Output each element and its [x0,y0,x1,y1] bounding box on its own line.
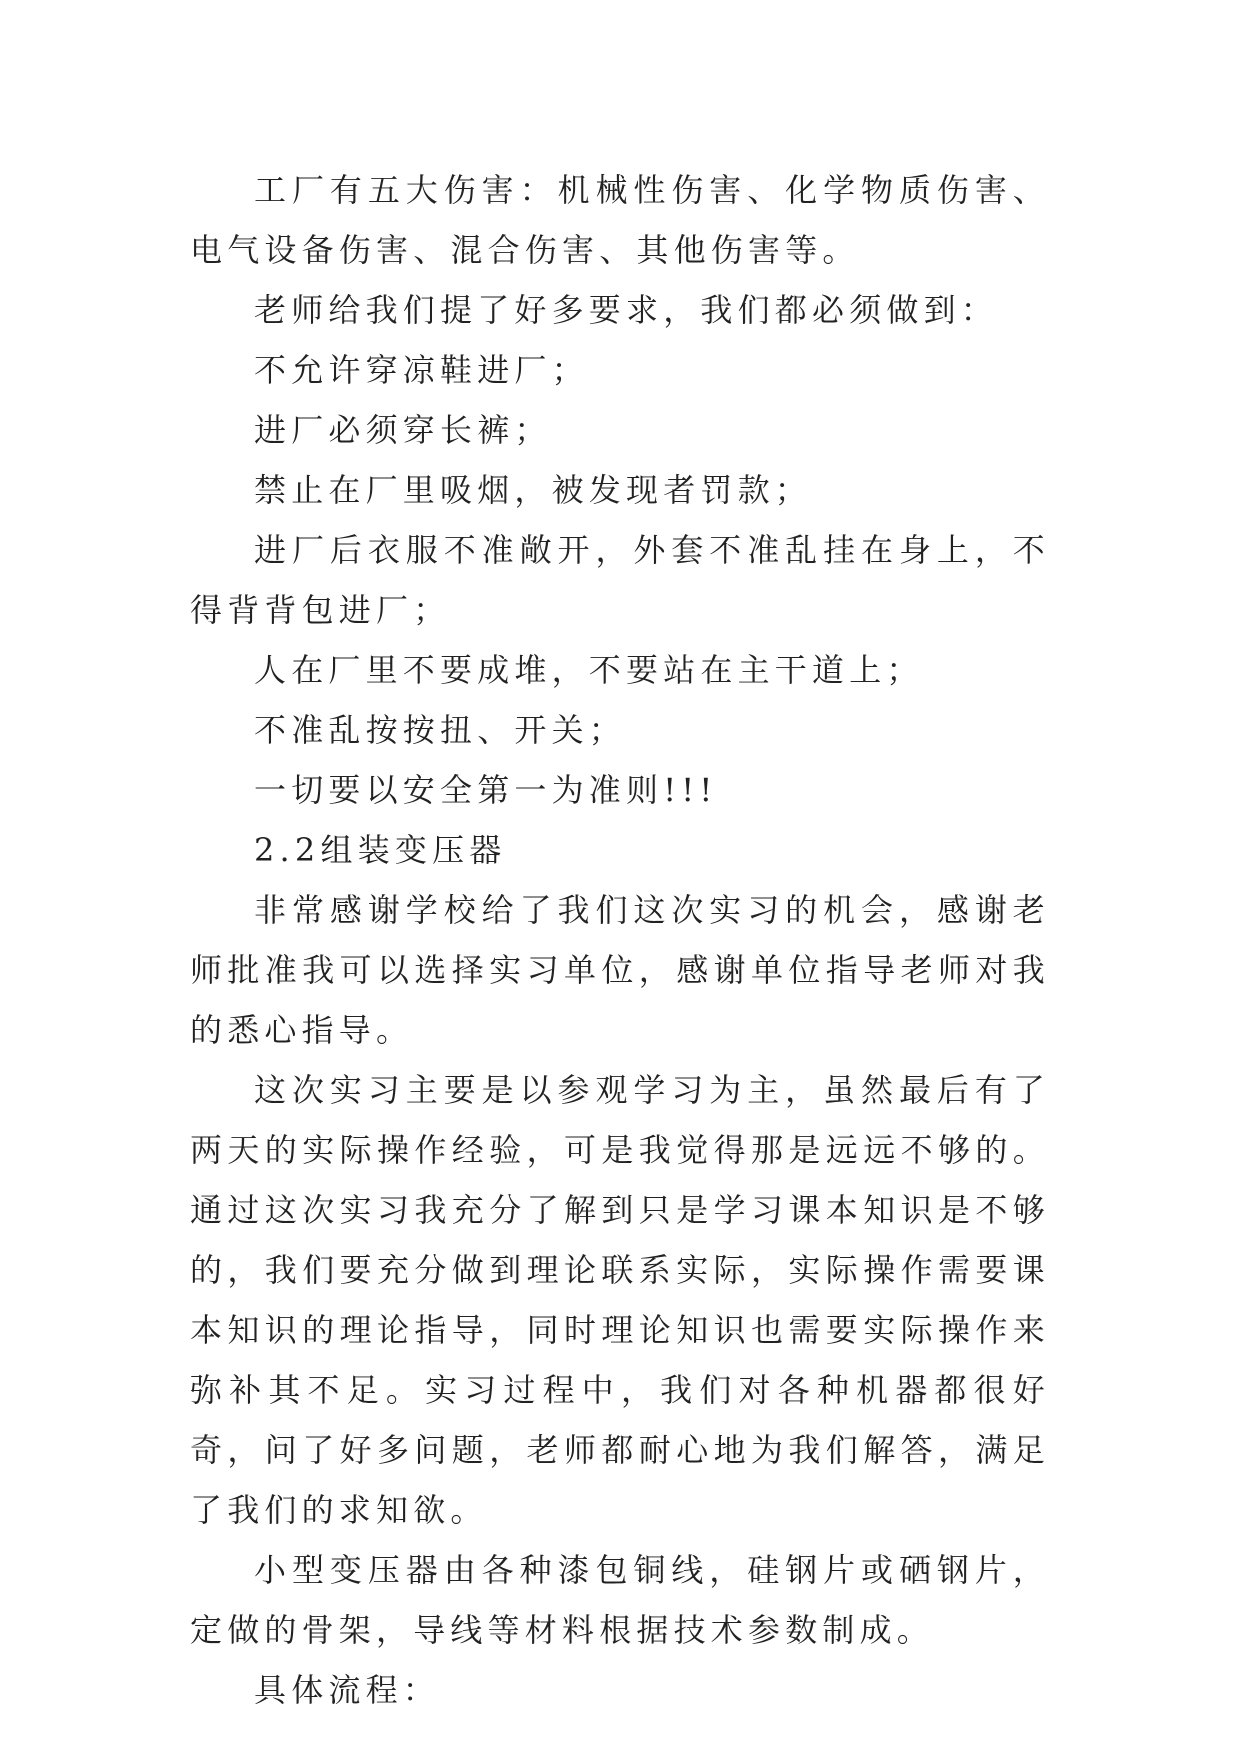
paragraph-rule-safety: 一切要以安全第一为准则!!! [254,771,718,809]
paragraph-hazards: 工厂有五大伤害：机械性伤害、化学物质伤害、电气设备伤害、混合伤害、其他伤害等。 [190,171,1050,269]
paragraph-rule-trousers: 进厂必须穿长裤； [254,411,552,449]
paragraph-requirements-intro: 老师给我们提了好多要求，我们都必须做到： [254,291,999,329]
paragraph-reflection: 这次实习主要是以参观学习为主，虽然最后有了两天的实际操作经验，可是我觉得那是远远不够的。通过这次实习我充分了解到只是学习课本知识是不够的，我们要充分做到理论联系实际，实际操作需要课本知识的理论指导，同时理论知识也需要实际操作来弥补其不足。实习过程中，我们对各种机器都很好奇，问了好多问题，老师都耐心地为我们解答，满足了我们的求知欲。 [190,1071,1050,1529]
paragraph-rule-buttons: 不准乱按按扭、开关； [254,711,627,749]
section-heading: 2.2组装变压器 [254,831,507,869]
paragraph-rule-clothing: 进厂后衣服不准敞开，外套不准乱挂在身上，不得背背包进厂； [190,531,1050,629]
paragraph-rule-crowding: 人在厂里不要成堆，不要站在主干道上； [254,651,924,689]
paragraph-rule-smoking: 禁止在厂里吸烟，被发现者罚款； [254,471,813,509]
paragraph-thanks: 非常感谢学校给了我们这次实习的机会，感谢老师批准我可以选择实习单位，感谢单位指导老师对我的悉心指导。 [190,891,1050,1049]
paragraph-process: 具体流程： [254,1671,441,1709]
document-body [190,160,1050,1720]
paragraph-rule-sandals: 不允许穿凉鞋进厂； [254,351,589,389]
paragraph-transformer: 小型变压器由各种漆包铜线，硅钢片或硒钢片，定做的骨架，导线等材料根据技术参数制成。 [190,1551,1050,1649]
